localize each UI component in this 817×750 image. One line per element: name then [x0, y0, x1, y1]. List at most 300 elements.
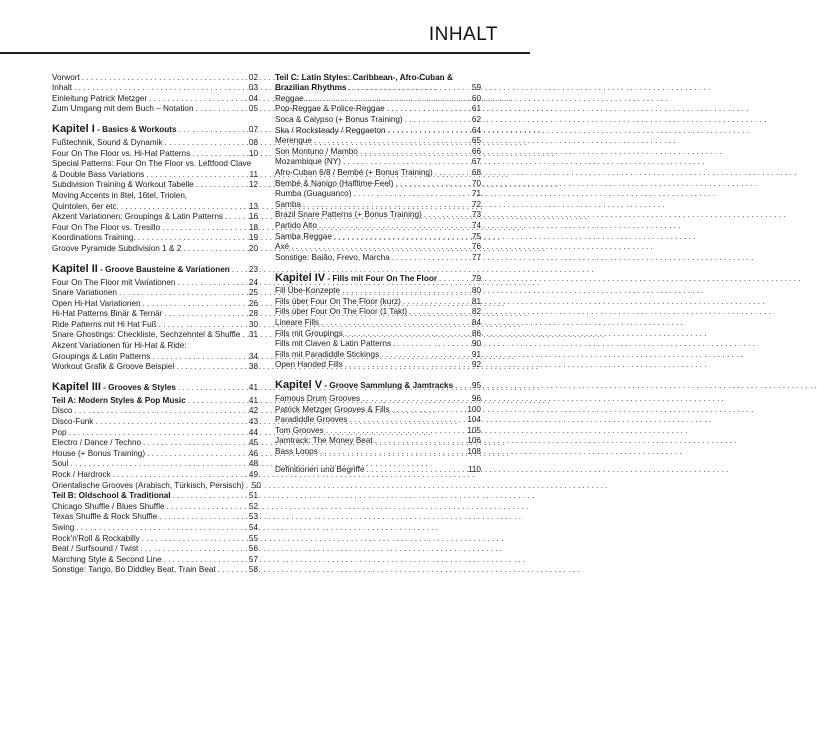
entry-title: Chicago Shuffle / Blues Shuffle — [52, 501, 165, 511]
dot-leader — [362, 394, 470, 404]
page-number: 77 — [471, 252, 481, 262]
toc-entry[interactable] — [275, 328, 481, 339]
dot-leader — [143, 299, 247, 309]
toc-column-left — [52, 72, 261, 575]
toc-entry[interactable] — [275, 286, 481, 297]
dot-leader — [142, 534, 247, 544]
entry-title: Son Montuno / Mambo — [275, 146, 358, 156]
entry-title: Tom Grooves — [275, 425, 324, 435]
dot-leader — [146, 170, 247, 180]
toc-entry[interactable] — [52, 512, 258, 523]
chapter-number: Kapitel II — [52, 262, 98, 275]
entry-title: Reggae — [275, 93, 304, 103]
entry-title: Open Hi-Hat Variationen — [52, 298, 141, 308]
toc-entry[interactable] — [275, 252, 481, 263]
toc-entry[interactable] — [275, 307, 481, 318]
dot-leader — [167, 502, 247, 512]
toc-entry[interactable] — [52, 554, 258, 565]
entry-title: Groupings & Latin Patterns — [52, 351, 151, 361]
toc-section-heading — [275, 72, 481, 83]
entry-title: Rock'n'Roll & Rockabilly — [52, 533, 140, 543]
toc-entry[interactable] — [275, 189, 481, 200]
page-number: 57 — [248, 554, 258, 564]
dot-leader — [177, 278, 246, 288]
entry-title: Bass Loops — [275, 447, 318, 456]
entry-title: Beat / Surfsound / Twist — [52, 544, 139, 554]
toc-entry[interactable] — [52, 93, 258, 104]
entry-title: Pop-Reggae & Police-Reggae — [275, 104, 385, 114]
entry-title: Akzent Variationen: Groupings & Latin Patterns — [52, 212, 223, 222]
toc-entry[interactable] — [52, 212, 258, 223]
toc-entry[interactable] — [275, 231, 481, 242]
page-number: 91 — [471, 349, 481, 359]
chapter-number: Kapitel III — [52, 381, 101, 394]
toc-column-right — [275, 72, 481, 475]
entry-title: Marching Style & Second Line — [52, 554, 162, 564]
page-number: 70 — [471, 178, 481, 188]
toc-spacer — [275, 457, 481, 464]
toc-entry[interactable] — [275, 415, 481, 426]
page-number: 59 — [471, 83, 481, 93]
page-number: 50 — [251, 480, 261, 490]
entry-title: Disco — [52, 406, 73, 416]
toc-entry[interactable] — [52, 233, 258, 244]
toc-entry[interactable] — [52, 448, 258, 459]
page-number: 23 — [248, 264, 258, 274]
entry-title: Soca & Calypso (+ Bonus Training) — [275, 114, 403, 124]
toc-entry[interactable] — [275, 178, 481, 189]
toc-entry[interactable] — [52, 148, 258, 159]
toc-chapter-heading[interactable] — [52, 380, 258, 395]
page-number: 92 — [471, 360, 481, 370]
chapter-subtitle: - Groove Bausteine & Variationen — [97, 264, 230, 274]
page-number: 79 — [471, 273, 481, 283]
dot-leader — [321, 318, 470, 328]
chapter-number: Kapitel IV — [275, 271, 326, 284]
toc-entry[interactable] — [275, 93, 481, 104]
entry-title: Fills mit Groupings — [275, 328, 343, 338]
toc-entry[interactable] — [275, 393, 481, 404]
toc-entry[interactable] — [275, 349, 481, 360]
dot-leader — [74, 406, 246, 416]
page-number: 60 — [471, 93, 481, 103]
dot-leader — [405, 115, 470, 125]
entry-title: Lineare Fills — [275, 318, 320, 328]
page-number: 80 — [471, 286, 481, 296]
toc-entry[interactable] — [275, 446, 481, 457]
dot-leader — [303, 200, 470, 210]
page-title: INHALT — [428, 24, 498, 45]
dot-leader — [424, 210, 470, 220]
page-number: 104 — [467, 415, 481, 425]
page-number: 64 — [471, 125, 481, 135]
dot-leader — [164, 309, 246, 319]
toc-entry[interactable] — [52, 201, 258, 212]
dot-leader — [173, 491, 247, 501]
entry-title: Subdivision Training & Workout Tabelle — [52, 180, 194, 190]
page-number: 43 — [248, 417, 258, 427]
toc-entry[interactable] — [275, 436, 481, 447]
page-number: 65 — [471, 136, 481, 146]
entry-title: Teil B: Oldschool & Traditional — [52, 491, 171, 501]
dot-leader — [381, 350, 470, 360]
dot-leader — [70, 459, 247, 469]
entry-title: Teil A: Modern Styles & Pop Music — [52, 395, 186, 405]
toc-entry[interactable] — [52, 469, 258, 480]
page-number: 90 — [471, 339, 481, 349]
entry-title: Inhalt — [52, 83, 73, 93]
dot-leader — [119, 288, 247, 298]
dot-leader — [345, 329, 470, 339]
dot-leader — [314, 136, 470, 146]
toc-entry[interactable] — [275, 220, 481, 231]
dot-leader — [165, 138, 247, 148]
page-number: 28 — [248, 309, 258, 319]
page-number: 41 — [248, 395, 258, 405]
entry-title: Mozambique (NY) — [275, 157, 341, 167]
toc-chapter-heading[interactable] — [275, 271, 481, 286]
page-number: 12 — [248, 180, 258, 190]
entry-title: Jamtrack: The Money Beat — [275, 436, 373, 446]
entry-title: Hi-Hat Patterns Binär & Ternär — [52, 309, 163, 319]
entry-title: Fußtechnik, Sound & Dynamik — [52, 137, 163, 147]
page-number: 16 — [248, 212, 258, 222]
toc-entry[interactable] — [275, 360, 481, 371]
entry-title: Afro-Cuban 6/8 / Bembé (+ Bonus Training) — [275, 167, 433, 177]
page-number: 24 — [248, 277, 258, 287]
page-number: 38 — [248, 362, 258, 372]
entry-title: Famous Drum Grooves — [275, 394, 361, 404]
dot-leader — [343, 157, 470, 167]
chapter-title — [275, 378, 453, 393]
toc-entry[interactable] — [52, 319, 258, 330]
toc-entry[interactable] — [52, 288, 258, 299]
entry-title: Merengue — [275, 136, 312, 146]
dot-leader — [164, 555, 247, 565]
entry-title: Pop — [52, 427, 67, 437]
page-number: 73 — [471, 210, 481, 220]
page-number: 72 — [471, 199, 481, 209]
page-number: 68 — [471, 167, 481, 177]
dot-leader — [143, 438, 247, 448]
page-number: 53 — [248, 512, 258, 522]
entry-title: Fills über Four On The Floor (1 Takt) — [275, 307, 408, 317]
dot-leader — [320, 447, 466, 457]
toc-section-heading[interactable] — [275, 83, 481, 94]
page-number: 13 — [248, 201, 258, 211]
entry-title: Sonstige: Baião, Frevo, Marcha — [275, 252, 390, 262]
dot-leader — [306, 94, 470, 104]
toc-entry[interactable] — [275, 404, 481, 415]
page-number: 46 — [248, 448, 258, 458]
dot-leader — [348, 83, 469, 93]
page-number: 34 — [248, 351, 258, 361]
entry-title: Orientalische Grooves (Arabisch, Türkisch, Persisch) — [52, 480, 244, 490]
entry-title: Partido Alto — [275, 220, 317, 230]
page-number: 42 — [248, 406, 258, 416]
page-number: 108 — [467, 447, 481, 456]
toc-entry[interactable] — [275, 114, 481, 125]
dot-leader — [159, 512, 247, 522]
dot-leader — [140, 544, 247, 554]
toc-entry[interactable] — [52, 222, 258, 233]
entry-title: Groove Pyramide Subdivision 1 & 2 — [52, 243, 182, 253]
toc-entry[interactable] — [275, 167, 481, 178]
dot-leader — [360, 147, 470, 157]
page-number: 61 — [471, 104, 481, 114]
toc-entry[interactable] — [52, 243, 258, 254]
page-number: 74 — [471, 220, 481, 230]
entry-title: Fill Übe-Konzepte — [275, 286, 341, 296]
page-number: 26 — [248, 298, 258, 308]
dot-leader — [395, 179, 470, 189]
page-number: 55 — [248, 533, 258, 543]
entry-title: Samba — [275, 199, 301, 209]
toc-entry[interactable] — [52, 565, 258, 576]
chapter-title — [275, 271, 437, 286]
dot-leader — [326, 426, 466, 436]
page-number: 07 — [248, 125, 258, 135]
dot-leader — [291, 242, 470, 252]
toc-entry[interactable] — [275, 157, 481, 168]
toc-entry[interactable] — [52, 406, 258, 417]
entry-title: Fills über Four On The Floor (kurz) — [275, 296, 401, 306]
toc-entry[interactable] — [275, 242, 481, 253]
dot-leader — [225, 212, 247, 222]
page-number: 19 — [248, 233, 258, 243]
toc-entry[interactable] — [52, 427, 258, 438]
toc-entry[interactable] — [52, 83, 258, 94]
page-number: 31 — [248, 330, 258, 340]
dot-leader — [435, 168, 470, 178]
entry-title: Four On The Floor mit Variationen — [52, 277, 176, 287]
toc-entry[interactable] — [275, 136, 481, 147]
dot-leader — [334, 232, 470, 242]
toc-entry[interactable] — [275, 317, 481, 328]
toc-entry[interactable] — [52, 501, 258, 512]
entry-title: Patrick Metzger Grooves & Fills — [275, 404, 390, 414]
dot-leader — [74, 83, 247, 93]
page-number: 82 — [471, 307, 481, 317]
page-number: 18 — [248, 222, 258, 232]
dot-leader — [76, 523, 247, 533]
toc-entry[interactable] — [275, 199, 481, 210]
dot-leader — [375, 436, 466, 446]
toc-entry[interactable] — [275, 425, 481, 436]
toc-entry[interactable] — [275, 339, 481, 350]
entry-title: Ride Patterns mit Hi Hat Fuß — [52, 319, 157, 329]
entry-title: Snare Ghostings: Checkliste, Sechzehntel & Shuffle — [52, 330, 241, 340]
toc-entry[interactable] — [52, 104, 258, 115]
toc-entry[interactable] — [275, 296, 481, 307]
dot-leader — [178, 381, 247, 395]
entry-title: Swing — [52, 522, 75, 532]
dot-leader — [455, 379, 470, 393]
toc-entry[interactable] — [52, 298, 258, 309]
toc-section-heading[interactable] — [52, 395, 258, 406]
page-number: 110 — [467, 464, 481, 474]
dot-leader — [188, 396, 247, 406]
page-number: 08 — [248, 137, 258, 147]
dot-leader — [392, 405, 466, 415]
chapter-subtitle: - Groove Sammlung & Jamtracks — [322, 381, 454, 391]
dot-leader — [176, 362, 247, 372]
toc-entry[interactable] — [52, 180, 258, 191]
entry-title: Sonstige: Tango, Bo Diddley Beat, Train Beat — [52, 565, 216, 575]
entry-title: Workout Grafik & Groove Beispiel — [52, 362, 175, 372]
toc-entry[interactable] — [52, 522, 258, 533]
toc-entry[interactable] — [275, 125, 481, 136]
page-number: 51 — [248, 491, 258, 501]
entry-title: Ska / Rocksteady / Reggaeton — [275, 125, 386, 135]
toc-entry[interactable] — [52, 533, 258, 544]
toc-entry — [52, 190, 258, 201]
dot-leader — [367, 465, 466, 475]
page-number: 66 — [471, 146, 481, 156]
entry-title: Open Handed Fills — [275, 360, 343, 370]
entry-title: Koordinations Training. — [52, 233, 136, 243]
page-number: 96 — [471, 394, 481, 404]
dot-leader — [113, 470, 247, 480]
page-number: 100 — [467, 404, 481, 414]
entry-title: Akzent Variationen für Hi-Hat & Ride: — [52, 341, 187, 351]
dot-leader — [196, 104, 247, 114]
page-number: 54 — [248, 522, 258, 532]
toc-chapter-heading[interactable] — [52, 122, 258, 137]
entry-title: Snare Variationen — [52, 288, 117, 298]
page-number: 62 — [471, 114, 481, 124]
entry-title: Texas Shuffle & Rock Shuffle — [52, 512, 158, 522]
dot-leader — [392, 253, 470, 263]
chapter-title — [52, 380, 176, 395]
page-number: 25 — [248, 288, 258, 298]
toc-entry[interactable] — [52, 137, 258, 148]
chapter-number: Kapitel V — [275, 379, 323, 392]
dot-leader — [196, 180, 247, 190]
dot-leader — [192, 149, 247, 159]
dot-leader — [152, 352, 247, 362]
dot-leader — [409, 307, 470, 317]
page-number: 45 — [248, 438, 258, 448]
dot-leader — [349, 415, 465, 425]
toc-entry[interactable] — [52, 416, 258, 427]
dot-leader — [183, 244, 247, 254]
dot-leader — [353, 189, 469, 199]
toc-entry[interactable] — [52, 330, 258, 341]
page-number: 81 — [471, 296, 481, 306]
toc-entry[interactable] — [52, 309, 258, 320]
toc-entry — [52, 159, 258, 170]
toc-entry[interactable] — [52, 480, 261, 491]
toc-entry[interactable] — [52, 438, 258, 449]
toc-entry[interactable] — [52, 544, 258, 555]
page-number: 86 — [471, 328, 481, 338]
dot-leader — [162, 223, 247, 233]
toc-entry[interactable] — [275, 104, 481, 115]
toc-entry[interactable] — [52, 459, 258, 470]
dot-leader — [439, 272, 470, 286]
toc-entry[interactable] — [275, 146, 481, 157]
toc-chapter-heading[interactable] — [275, 378, 481, 393]
toc-entry[interactable] — [52, 169, 258, 180]
entry-title: Vorwort — [52, 72, 80, 82]
page-number: 10 — [248, 148, 258, 158]
page-number: 75 — [471, 231, 481, 241]
entry-title: Fills mit Paradiddle Stickings — [275, 349, 380, 359]
dot-leader — [138, 233, 247, 243]
entry-title: Quintolen, 6er etc. — [52, 201, 119, 211]
dot-leader — [218, 565, 247, 575]
dot-leader — [242, 330, 247, 340]
entry-title: Soul — [52, 459, 69, 469]
entry-title: Einleitung Patrick Metzger — [52, 93, 148, 103]
page-number: 04 — [248, 93, 258, 103]
page-number: 44 — [248, 427, 258, 437]
entry-title: Disco-Funk — [52, 417, 94, 427]
entry-title: Paradiddle Grooves — [275, 415, 348, 425]
chapter-subtitle: - Basics & Workouts — [94, 125, 177, 135]
toc-entry[interactable] — [275, 210, 481, 221]
dot-leader — [345, 360, 470, 370]
chapter-title — [52, 122, 177, 137]
page-number: 95 — [471, 381, 481, 391]
toc-entry[interactable] — [52, 277, 258, 288]
chapter-subtitle: - Fills mit Four On The Floor — [325, 273, 438, 283]
toc-entry[interactable] — [52, 362, 258, 373]
entry-title: Rock / Hardrock — [52, 470, 111, 479]
dot-leader — [69, 428, 247, 438]
entry-title: Brazil Snare Patterns (+ Bonus Training) — [275, 210, 422, 220]
page-number: 58 — [248, 565, 258, 575]
toc-entry[interactable] — [275, 464, 481, 475]
toc-section-heading[interactable] — [52, 491, 258, 502]
entry-title: Brazilian Rhythms — [275, 83, 347, 93]
entry-title: House (+ Bonus Training) — [52, 448, 146, 458]
page-number: 105 — [467, 425, 481, 435]
toc-entry — [52, 340, 258, 351]
page-number: 11 — [249, 169, 258, 179]
entry-title: Definitionen und Begriffe — [275, 464, 365, 474]
page-number: 03 — [248, 83, 258, 93]
toc-entry[interactable] — [52, 351, 258, 362]
page-number: 71 — [471, 189, 481, 199]
page-number: 52 — [248, 501, 258, 511]
entry-title: Fills mit Claven & Latin Patterns — [275, 339, 392, 349]
entry-title: Axé — [275, 242, 290, 252]
page-number: 20 — [248, 243, 258, 253]
entry-title: Teil C: Latin Styles: Caribbean-, Afro-Cuban & — [275, 72, 453, 82]
dot-leader — [121, 202, 247, 212]
dot-leader — [179, 123, 247, 137]
toc-entry[interactable] — [52, 72, 258, 83]
entry-title: Zum Umgang mit dem Buch – Notation — [52, 104, 194, 114]
chapter-number: Kapitel I — [52, 123, 95, 136]
dot-leader — [403, 297, 470, 307]
page-number: 48 — [248, 459, 258, 469]
toc-chapter-heading[interactable] — [52, 262, 258, 277]
chapter-subtitle: - Grooves & Styles — [100, 383, 176, 393]
page-number: 56 — [248, 544, 258, 554]
page-number: 41 — [248, 383, 258, 393]
dot-leader — [95, 417, 246, 427]
dot-leader — [82, 73, 247, 83]
page-number: 05 — [248, 104, 258, 114]
dot-leader — [393, 339, 470, 349]
dot-leader — [159, 320, 247, 330]
dot-leader — [147, 449, 247, 459]
entry-title: Samba Reggae — [275, 231, 332, 241]
header-divider — [0, 52, 530, 54]
